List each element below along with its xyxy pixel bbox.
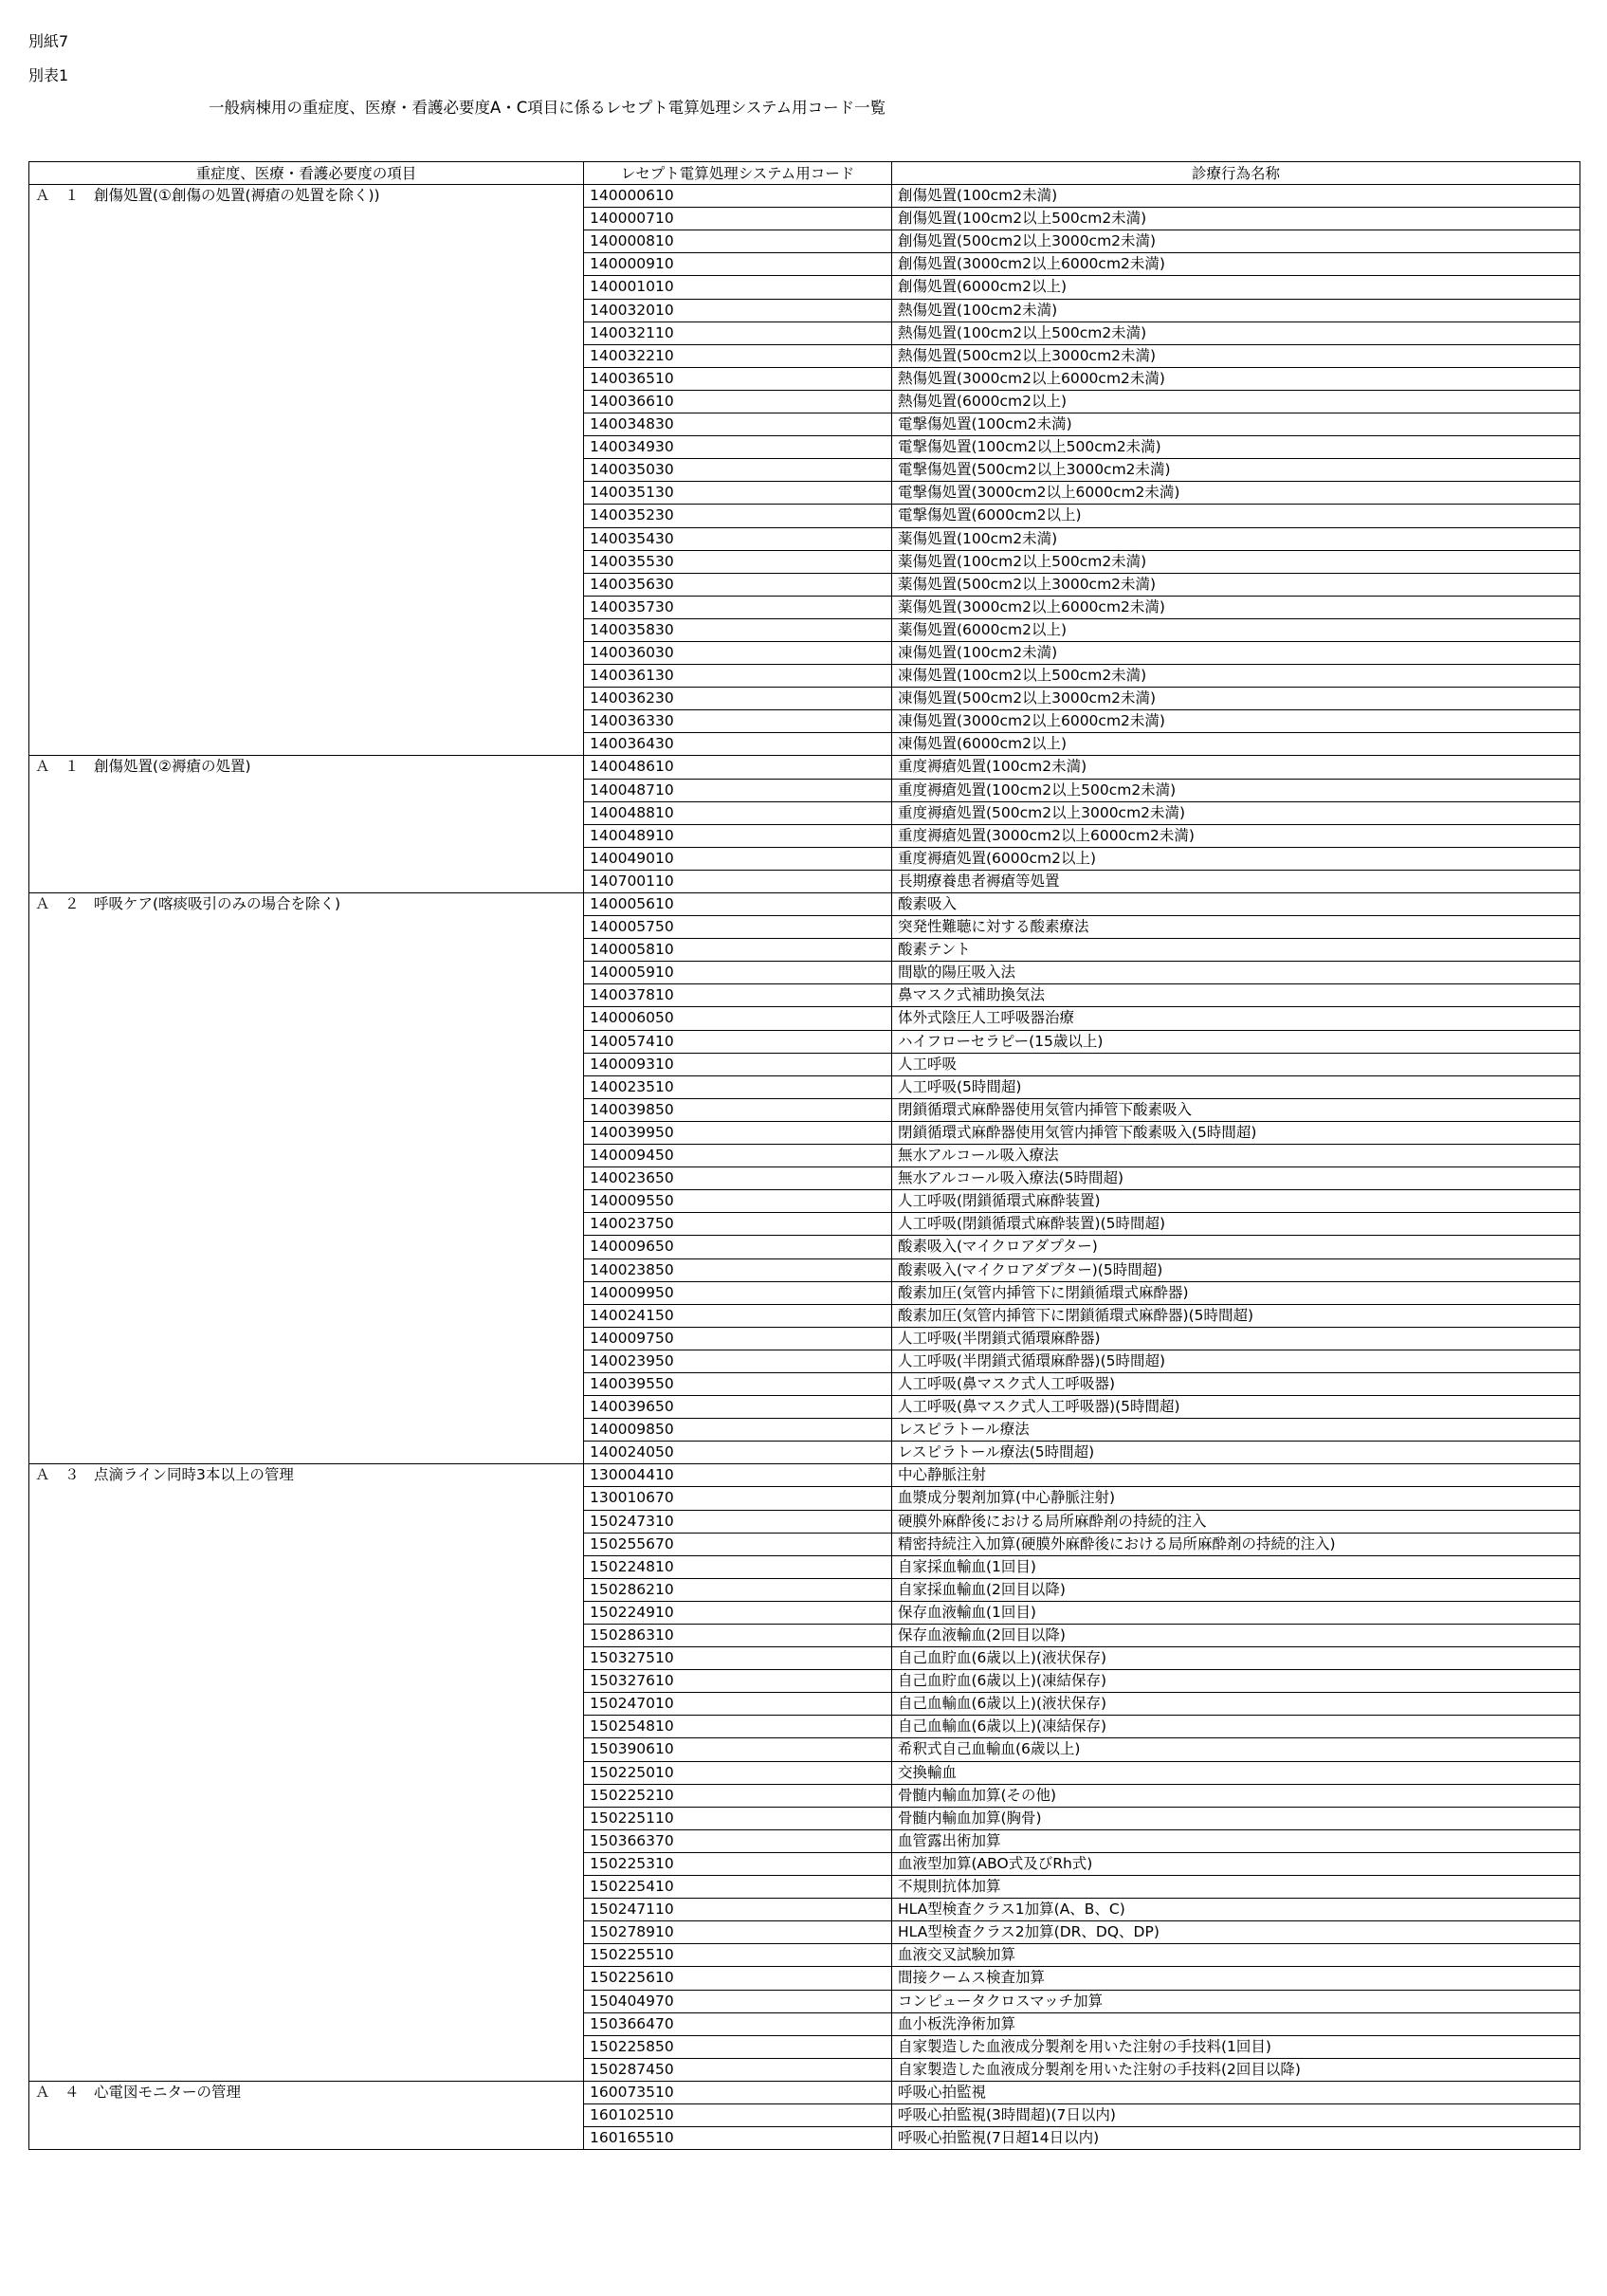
table-row [29,756,1580,779]
table-row [29,1464,1580,1487]
procedure-name-cell: 人工呼吸(半閉鎖式循環麻酔器) [892,1327,1580,1350]
procedure-name-cell: 閉鎖循環式麻酔器使用気管内挿管下酸素吸入 [892,1098,1580,1121]
code-cell: 140048810 [584,801,892,824]
code-cell: 150255670 [584,1533,892,1555]
code-cell: 140036030 [584,641,892,664]
procedure-name-cell: 電撃傷処置(500cm2以上3000cm2未満) [892,459,1580,482]
procedure-name-cell: 酸素加圧(気管内挿管下に閉鎖循環式麻酔器) [892,1281,1580,1304]
procedure-name-cell: 重度褥瘡処置(3000cm2以上6000cm2未満) [892,824,1580,847]
procedure-name-cell: 凍傷処置(3000cm2以上6000cm2未満) [892,710,1580,733]
code-cell: 150327510 [584,1647,892,1670]
procedure-name-cell: 薬傷処置(100cm2以上500cm2未満) [892,550,1580,573]
code-cell: 150225310 [584,1852,892,1875]
procedure-name-cell: 骨髄内輸血加算(その他) [892,1784,1580,1807]
procedure-name-cell: 保存血液輸血(2回目以降) [892,1625,1580,1647]
code-cell: 140023510 [584,1075,892,1098]
code-cell: 150247310 [584,1510,892,1533]
procedure-name-cell: 熱傷処置(500cm2以上3000cm2未満) [892,344,1580,367]
procedure-name-cell: 長期療養患者褥瘡等処置 [892,870,1580,892]
code-cell: 160165510 [584,2127,892,2150]
procedure-name-cell: 保存血液輸血(1回目) [892,1601,1580,1624]
procedure-name-cell: 創傷処置(3000cm2以上6000cm2未満) [892,253,1580,276]
code-cell: 140034830 [584,413,892,436]
procedure-name-cell: 人工呼吸(5時間超) [892,1075,1580,1098]
code-cell: 140049010 [584,847,892,870]
code-cell: 140009950 [584,1281,892,1304]
procedure-name-cell: 血管露出術加算 [892,1829,1580,1852]
procedure-name-cell: 電撃傷処置(6000cm2以上) [892,505,1580,527]
procedure-name-cell: 電撃傷処置(100cm2未満) [892,413,1580,436]
code-cell: 140036130 [584,665,892,688]
table-row [29,185,1580,208]
item-category-cell: Ａ ４ 心電図モニターの管理 [29,2081,584,2149]
code-cell: 140023850 [584,1258,892,1281]
code-cell: 140037810 [584,984,892,1007]
procedure-name-cell: 創傷処置(100cm2以上500cm2未満) [892,208,1580,230]
procedure-name-cell: HLA型検査クラス1加算(A、B、C) [892,1899,1580,1921]
code-cell: 140000910 [584,253,892,276]
header-row [29,162,1580,185]
code-cell: 140039550 [584,1372,892,1395]
procedure-name-cell: 交換輸血 [892,1761,1580,1784]
procedure-name-cell: 血漿成分製剤加算(中心静脈注射) [892,1487,1580,1510]
procedure-name-cell: 呼吸心拍監視(7日超14日以内) [892,2127,1580,2150]
code-cell: 140048710 [584,779,892,801]
code-cell: 150390610 [584,1738,892,1761]
procedure-name-cell: 不規則抗体加算 [892,1876,1580,1899]
code-cell: 150224910 [584,1601,892,1624]
code-cell: 150225010 [584,1761,892,1784]
code-cell: 140024050 [584,1442,892,1464]
code-cell: 140036430 [584,733,892,756]
procedure-name-cell: 無水アルコール吸入療法 [892,1145,1580,1167]
procedure-name-cell: 凍傷処置(100cm2以上500cm2未満) [892,665,1580,688]
code-cell: 140036510 [584,367,892,390]
item-category-cell: Ａ ２ 呼吸ケア(喀痰吸引のみの場合を除く) [29,893,584,1464]
code-cell: 140023650 [584,1167,892,1190]
code-cell: 140009550 [584,1190,892,1213]
procedure-name-cell: 酸素加圧(気管内挿管下に閉鎖循環式麻酔器)(5時間超) [892,1304,1580,1327]
code-cell: 140039850 [584,1098,892,1121]
code-cell: 150278910 [584,1921,892,1944]
header-code: レセプト電算処理システム用コード [584,162,892,185]
procedure-name-cell: 薬傷処置(6000cm2以上) [892,618,1580,641]
procedure-name-cell: 凍傷処置(6000cm2以上) [892,733,1580,756]
procedure-name-cell: 希釈式自己血輸血(6歳以上) [892,1738,1580,1761]
procedure-name-cell: 創傷処置(6000cm2以上) [892,276,1580,299]
table-body [29,185,1580,2150]
code-cell: 140036330 [584,710,892,733]
code-cell: 140009750 [584,1327,892,1350]
procedure-name-cell: 電撃傷処置(100cm2以上500cm2未満) [892,436,1580,459]
procedure-name-cell: 薬傷処置(3000cm2以上6000cm2未満) [892,596,1580,618]
code-cell: 140000710 [584,208,892,230]
code-cell: 130004410 [584,1464,892,1487]
code-cell: 140035830 [584,618,892,641]
procedure-name-cell: 間接クームス検査加算 [892,1967,1580,1990]
procedure-name-cell: 閉鎖循環式麻酔器使用気管内挿管下酸素吸入(5時間超) [892,1121,1580,1144]
procedure-name-cell: 酸素吸入(マイクロアダプター) [892,1236,1580,1258]
code-cell: 140001010 [584,276,892,299]
code-cell: 140006050 [584,1007,892,1030]
procedure-name-cell: 間歇的陽圧吸入法 [892,962,1580,984]
procedure-name-cell: 重度褥瘡処置(6000cm2以上) [892,847,1580,870]
code-cell: 150247010 [584,1693,892,1716]
item-category-cell: Ａ ３ 点滴ライン同時3本以上の管理 [29,1464,584,2082]
code-cell: 140000810 [584,230,892,253]
code-cell: 140009650 [584,1236,892,1258]
code-cell: 140035130 [584,482,892,505]
code-cell: 150287450 [584,2058,892,2081]
code-cell: 150286210 [584,1578,892,1601]
procedure-name-cell: 人工呼吸(閉鎖循環式麻酔装置)(5時間超) [892,1213,1580,1236]
table-row [29,893,1580,916]
code-cell: 150254810 [584,1716,892,1738]
code-cell: 140035630 [584,573,892,596]
procedure-name-cell: 酸素吸入 [892,893,1580,916]
item-category-cell: Ａ １ 創傷処置(①創傷の処置(褥瘡の処置を除く)) [29,185,584,756]
procedure-name-cell: 自家製造した血液成分製剤を用いた注射の手技料(2回目以降) [892,2058,1580,2081]
code-cell: 150286310 [584,1625,892,1647]
code-cell: 140035730 [584,596,892,618]
code-cell: 150366370 [584,1829,892,1852]
procedure-name-cell: 無水アルコール吸入療法(5時間超) [892,1167,1580,1190]
code-cell: 140005750 [584,916,892,939]
document-title: 一般病棟用の重症度、医療・看護必要度A・C項目に係るレセプト電算処理システム用コード一覧 [209,99,886,117]
code-table [28,161,1580,2150]
procedure-name-cell: 人工呼吸 [892,1053,1580,1075]
code-cell: 140023750 [584,1213,892,1236]
procedure-name-cell: 自己血貯血(6歳以上)(液状保存) [892,1647,1580,1670]
code-cell: 140048910 [584,824,892,847]
procedure-name-cell: 熱傷処置(100cm2未満) [892,299,1580,321]
procedure-name-cell: 人工呼吸(鼻マスク式人工呼吸器)(5時間超) [892,1396,1580,1419]
procedure-name-cell: 重度褥瘡処置(500cm2以上3000cm2未満) [892,801,1580,824]
procedure-name-cell: 熱傷処置(6000cm2以上) [892,390,1580,413]
code-cell: 130010670 [584,1487,892,1510]
code-cell: 140032210 [584,344,892,367]
procedure-name-cell: 凍傷処置(100cm2未満) [892,641,1580,664]
code-cell: 150224810 [584,1555,892,1578]
code-cell: 140036230 [584,688,892,710]
code-cell: 140057410 [584,1030,892,1053]
header-item: 重症度、医療・看護必要度の項目 [29,162,584,185]
procedure-name-cell: 呼吸心拍監視 [892,2081,1580,2103]
header-procedure-name: 診療行為名称 [892,162,1580,185]
code-cell: 140035530 [584,550,892,573]
code-cell: 140034930 [584,436,892,459]
code-cell: 150225410 [584,1876,892,1899]
code-cell: 140032010 [584,299,892,321]
code-cell: 140005810 [584,939,892,962]
code-cell: 140024150 [584,1304,892,1327]
code-cell: 150225210 [584,1784,892,1807]
procedure-name-cell: 精密持続注入加算(硬膜外麻酔後における局所麻酔剤の持続的注入) [892,1533,1580,1555]
code-cell: 140036610 [584,390,892,413]
procedure-name-cell: 血液交叉試験加算 [892,1944,1580,1967]
procedure-name-cell: レスピラトール療法 [892,1419,1580,1442]
code-cell: 150327610 [584,1670,892,1693]
procedure-name-cell: 電撃傷処置(3000cm2以上6000cm2未満) [892,482,1580,505]
procedure-name-cell: 薬傷処置(500cm2以上3000cm2未満) [892,573,1580,596]
code-cell: 140035030 [584,459,892,482]
procedure-name-cell: レスピラトール療法(5時間超) [892,1442,1580,1464]
procedure-name-cell: 重度褥瘡処置(100cm2以上500cm2未満) [892,779,1580,801]
code-cell: 150225610 [584,1967,892,1990]
procedure-name-cell: HLA型検査クラス2加算(DR、DQ、DP) [892,1921,1580,1944]
code-cell: 140009450 [584,1145,892,1167]
procedure-name-cell: 人工呼吸(閉鎖循環式麻酔装置) [892,1190,1580,1213]
procedure-name-cell: 中心静脈注射 [892,1464,1580,1487]
procedure-name-cell: 血液型加算(ABO式及びRh式) [892,1852,1580,1875]
code-cell: 140039650 [584,1396,892,1419]
procedure-name-cell: 自家製造した血液成分製剤を用いた注射の手技料(1回目) [892,2035,1580,2058]
procedure-name-cell: 自己血輸血(6歳以上)(液状保存) [892,1693,1580,1716]
procedure-name-cell: 呼吸心拍監視(3時間超)(7日以内) [892,2103,1580,2126]
item-category-cell: Ａ １ 創傷処置(②褥瘡の処置) [29,756,584,893]
code-cell: 140039950 [584,1121,892,1144]
procedure-name-cell: 薬傷処置(100cm2未満) [892,527,1580,550]
procedure-name-cell: ハイフローセラピー(15歳以上) [892,1030,1580,1053]
table-label: 別表1 [28,66,69,84]
code-cell: 140700110 [584,870,892,892]
code-cell: 150225510 [584,1944,892,1967]
procedure-name-cell: 骨髄内輸血加算(胸骨) [892,1807,1580,1829]
code-cell: 140035230 [584,505,892,527]
procedure-name-cell: 創傷処置(100cm2未満) [892,185,1580,208]
table-row [29,2081,1580,2103]
procedure-name-cell: 自己血輸血(6歳以上)(凍結保存) [892,1716,1580,1738]
procedure-name-cell: 熱傷処置(100cm2以上500cm2未満) [892,321,1580,344]
procedure-name-cell: コンピュータクロスマッチ加算 [892,1990,1580,2012]
code-cell: 140048610 [584,756,892,779]
procedure-name-cell: 創傷処置(500cm2以上3000cm2未満) [892,230,1580,253]
code-cell: 140009850 [584,1419,892,1442]
procedure-name-cell: 自己血貯血(6歳以上)(凍結保存) [892,1670,1580,1693]
procedure-name-cell: 重度褥瘡処置(100cm2未満) [892,756,1580,779]
procedure-name-cell: 血小板洗浄術加算 [892,2012,1580,2035]
code-cell: 150247110 [584,1899,892,1921]
code-cell: 140005610 [584,893,892,916]
procedure-name-cell: 体外式陰圧人工呼吸器治療 [892,1007,1580,1030]
procedure-name-cell: 自家採血輸血(1回目) [892,1555,1580,1578]
procedure-name-cell: 鼻マスク式補助換気法 [892,984,1580,1007]
code-cell: 150366470 [584,2012,892,2035]
code-cell: 140000610 [584,185,892,208]
procedure-name-cell: 酸素テント [892,939,1580,962]
code-cell: 140005910 [584,962,892,984]
attachment-label: 別紙7 [28,32,69,50]
procedure-name-cell: 酸素吸入(マイクロアダプター)(5時間超) [892,1258,1580,1281]
procedure-name-cell: 凍傷処置(500cm2以上3000cm2未満) [892,688,1580,710]
code-cell: 160073510 [584,2081,892,2103]
code-cell: 140035430 [584,527,892,550]
procedure-name-cell: 硬膜外麻酔後における局所麻酔剤の持続的注入 [892,1510,1580,1533]
procedure-name-cell: 熱傷処置(3000cm2以上6000cm2未満) [892,367,1580,390]
procedure-name-cell: 人工呼吸(鼻マスク式人工呼吸器) [892,1372,1580,1395]
code-cell: 150404970 [584,1990,892,2012]
code-cell: 140023950 [584,1350,892,1372]
procedure-name-cell: 人工呼吸(半閉鎖式循環麻酔器)(5時間超) [892,1350,1580,1372]
code-cell: 150225850 [584,2035,892,2058]
code-cell: 140009310 [584,1053,892,1075]
code-cell: 150225110 [584,1807,892,1829]
code-cell: 140032110 [584,321,892,344]
procedure-name-cell: 突発性難聴に対する酸素療法 [892,916,1580,939]
code-cell: 160102510 [584,2103,892,2126]
procedure-name-cell: 自家採血輸血(2回目以降) [892,1578,1580,1601]
